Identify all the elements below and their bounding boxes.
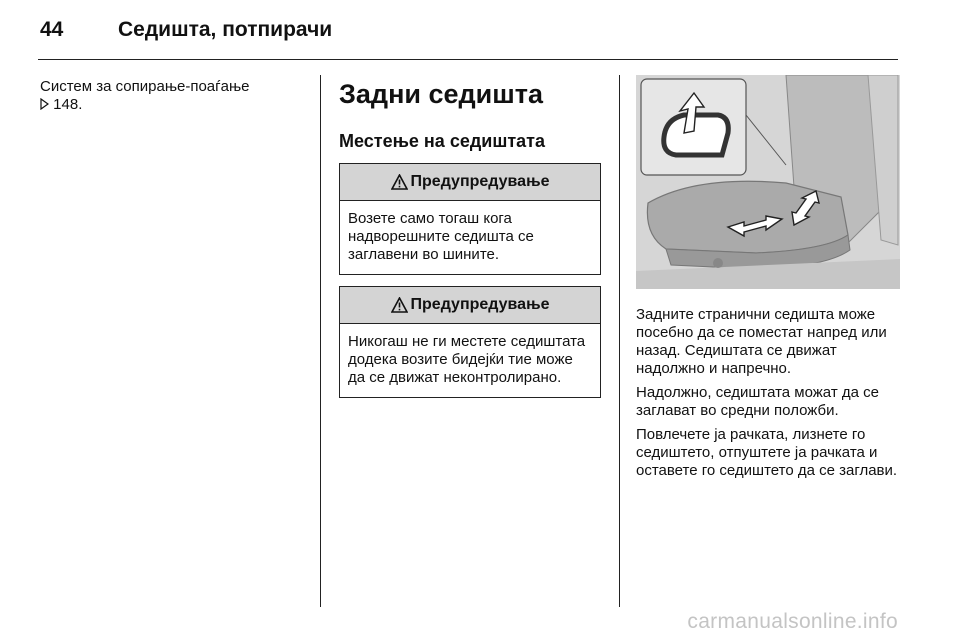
warning-title: Предупредување (410, 296, 550, 313)
column-divider-2 (619, 75, 620, 607)
page-number: 44 (40, 18, 64, 41)
reference-arrow-icon-shape (40, 98, 49, 110)
watermark: carmanualsonline.info (687, 610, 898, 633)
warning-header (340, 164, 600, 201)
paragraph: Повлечете ја рачката, лизнете го седиштето, отпуштете ја рачката и оставете го седиштето да се заглави. (636, 426, 898, 479)
section-heading: Задни седишта (339, 79, 543, 109)
warning-header (340, 287, 600, 324)
warning-triangle-icon (391, 174, 408, 190)
page-header (40, 18, 332, 42)
column-divider-1 (320, 75, 321, 607)
body-text (636, 306, 900, 480)
warning-title: Предупредување (410, 173, 550, 190)
warning-text: Возете само тогаш кога надворешните седишта се заглавени во шините. (348, 210, 534, 263)
warning-text: Никогаш не ги местете седиштата додека возите бидејќи тие може да се движат неконтролирано. (348, 333, 586, 386)
column-right (636, 75, 900, 486)
paragraph: Задните странични седишта може посебно да се поместат напред или назад. Седиштата се движат надолжно и напречно. (636, 306, 887, 377)
continued-text: Систем за сопирање-поаѓање (40, 78, 250, 95)
warning-triangle-icon (391, 297, 408, 313)
seat-illustration-image (636, 75, 900, 289)
column-middle (339, 78, 601, 409)
warning-box-1 (339, 163, 601, 275)
page-reference (40, 96, 305, 114)
seat-adjustment-illustration (636, 75, 900, 289)
header-rule (38, 59, 898, 60)
subsection-heading: Местење на седиштата (339, 131, 545, 151)
paragraph: Надолжно, седиштата можат да се заглават во средни положби. (636, 384, 879, 419)
page-title: Седишта, потпирачи (118, 18, 333, 41)
column-left (40, 78, 305, 114)
reference-page: 148. (53, 96, 83, 113)
warning-box-2 (339, 286, 601, 398)
